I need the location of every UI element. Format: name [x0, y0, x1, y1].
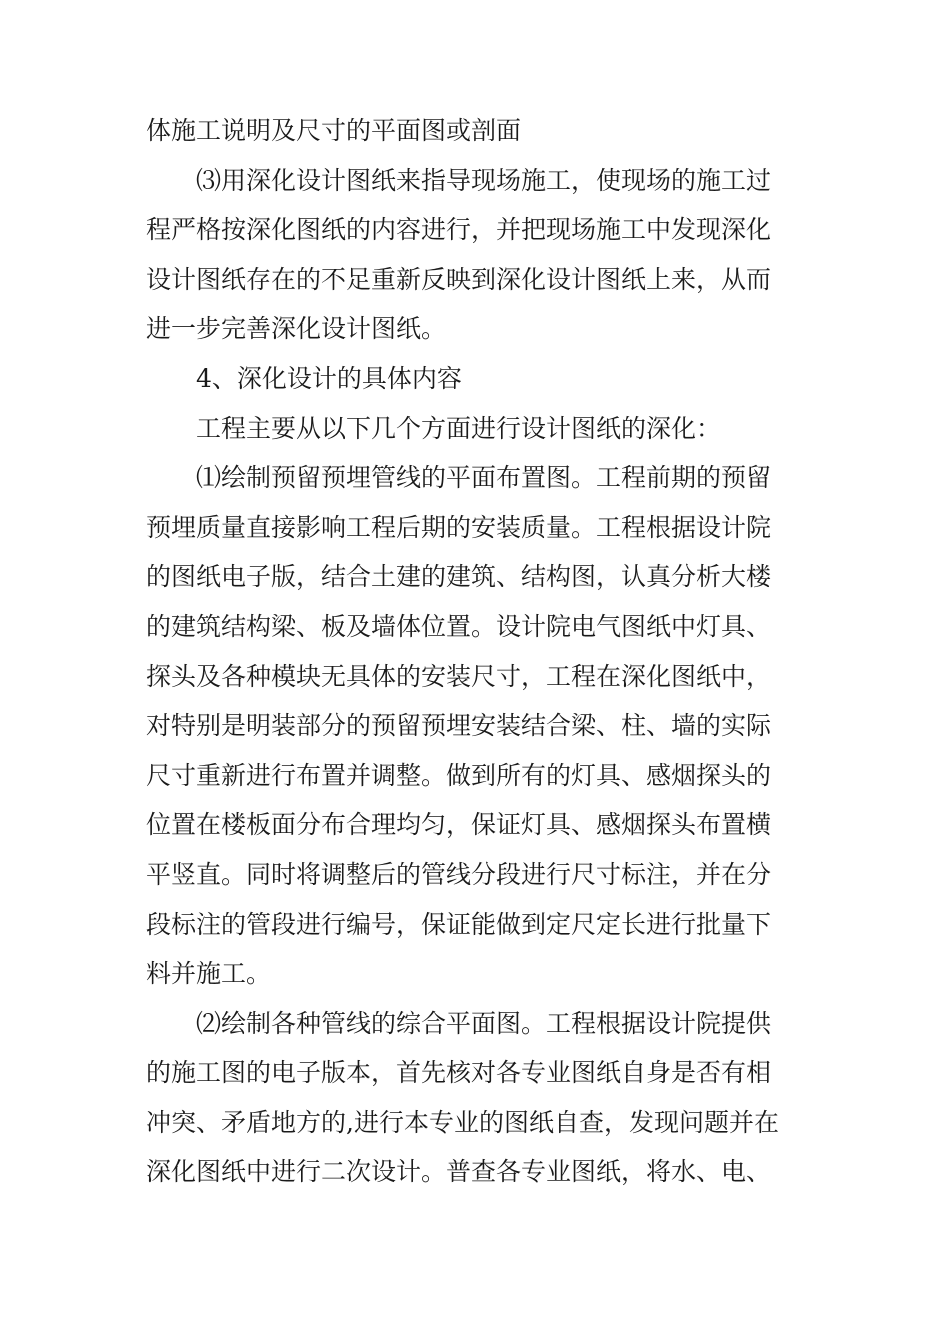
- text-line: 平竖直。同时将调整后的管线分段进行尺寸标注，并在分: [146, 859, 772, 889]
- text-line: 探头及各种模块无具体的安装尺寸，工程在深化图纸中，: [146, 661, 772, 691]
- text-line: 的施工图的电子版本，首先核对各专业图纸自身是否有相: [146, 1058, 772, 1088]
- text-line: ⑶用深化设计图纸来指导现场施工，使现场的施工过: [196, 165, 772, 195]
- text-line: ⑴绘制预留预埋管线的平面布置图。工程前期的预留: [196, 463, 772, 493]
- text-line: 程严格按深化图纸的内容进行，并把现场施工中发现深化: [146, 215, 772, 245]
- document-body: [146, 106, 796, 1197]
- text-line: 位置在楼板面分布合理均匀，保证灯具、感烟探头布置横: [146, 810, 772, 840]
- text-line: 体施工说明及尺寸的平面图或剖面: [146, 116, 522, 145]
- text-line: ⑵绘制各种管线的综合平面图。工程根据设计院提供: [196, 1008, 772, 1038]
- text-line: 进一步完善深化设计图纸。: [146, 314, 447, 344]
- text-line: 料并施工。: [146, 959, 272, 989]
- text-line: 设计图纸存在的不足重新反映到深化设计图纸上来，从而: [146, 264, 772, 294]
- text-line: 深化图纸中进行二次设计。普查各专业图纸，将水、电、: [146, 1157, 772, 1187]
- text-line: 工程主要从以下几个方面进行设计图纸的深化：: [196, 413, 722, 443]
- text-line: 尺寸重新进行布置并调整。做到所有的灯具、感烟探头的: [146, 760, 772, 790]
- text-line: 的建筑结构梁、板及墙体位置。设计院电气图纸中灯具、: [146, 611, 772, 641]
- section-heading: 4、深化设计的具体内容: [196, 363, 462, 393]
- text-line: 对特别是明装部分的预留预埋安装结合梁、柱、墙的实际: [146, 711, 772, 741]
- text-line: 段标注的管段进行编号，保证能做到定尺定长进行批量下: [146, 909, 772, 939]
- text-line: 预埋质量直接影响工程后期的安装质量。工程根据设计院: [146, 512, 772, 542]
- text-line: 冲突、矛盾地方的,进行本专业的图纸自查，发现问题并在: [146, 1107, 779, 1137]
- text-line: 的图纸电子版，结合土建的建筑、结构图，认真分析大楼: [146, 562, 772, 592]
